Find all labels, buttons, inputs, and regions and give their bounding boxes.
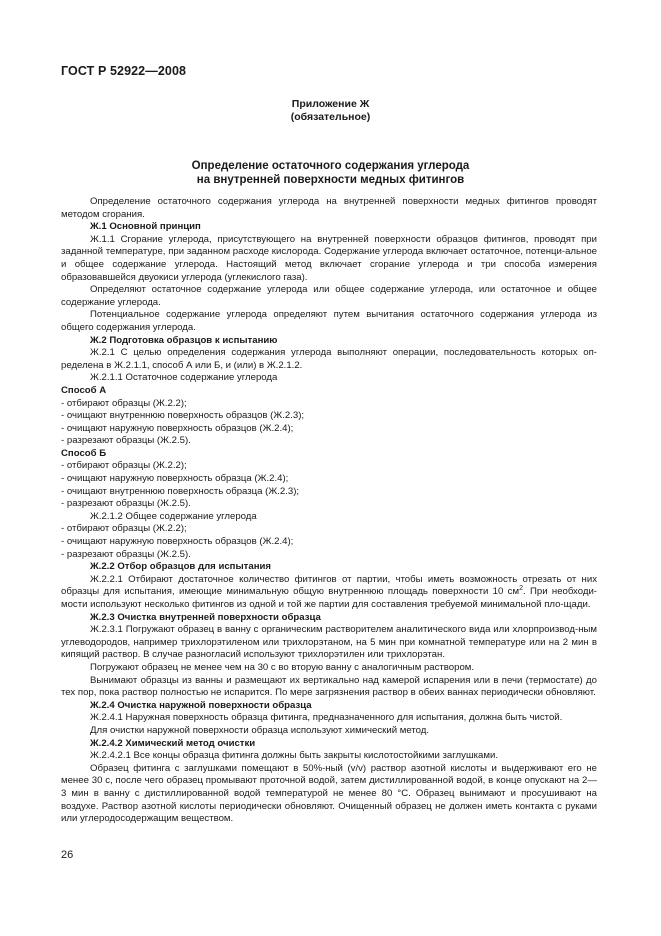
list-item: - отбирают образцы (Ж.2.2); <box>61 460 187 472</box>
paragraph-j2-1: Ж.2.1 С целью определения содержания углерода выполняют операции, последовательность которых оп-ределена в Ж.2.1.1, способ А или Б, и (или) в Ж.2.1.2. <box>61 347 597 371</box>
paragraph-remove: Вынимают образцы из ванны и размещают их вертикально над камерой испарения или в печи (термостате) до тех пор, пока раствор полностью не испарится. По мере загрязнения раствор в обеих ваннах периодически обновляют. <box>61 674 597 699</box>
title-line-1: Определение остаточного содержания углерода <box>191 160 470 172</box>
paragraph-j2-2-1-text: Ж.2.2.1 Отбирают достаточное количество фитингов от партии, чтобы иметь возможность отрезать от них образцы для испытания, имеющие минимальную общую внутреннюю площадь поверхности 10 см <box>61 573 597 598</box>
section-heading-j2-2: Ж.2.2 Отбор образцов для испытания <box>90 561 271 573</box>
paragraph-last: Образец фитинга с заглушками помещают в 50%-ный (v/v) раствор азотной кислоты и выдерживают его не менее 30 с, после чего образец промывают проточной водой, затем дистиллированной водой, в конце опускают на 2—3 мин в ванну с дистиллированной водой температурой не менее 80 °С. Образец вынимают и просушивают на воздухе. Раствор азотной кислоты периодически обновляют. Очищенный образец не должен иметь контакта с руками или углеродосодержащим веществом. <box>61 762 597 825</box>
list-item: - очищают наружную поверхность образцов (Ж.2.4); <box>61 536 294 548</box>
section-heading-j2-4: Ж.2.4 Очистка наружной поверхности образца <box>90 699 312 711</box>
document-body <box>61 196 597 826</box>
paragraph-j2-4-1: Ж.2.4.1 Наружная поверхность образца фитинга, предназначенного для испытания, должна быть чистой. <box>90 712 563 724</box>
list-item: - отбирают образцы (Ж.2.2); <box>61 397 187 409</box>
paragraph-j2-4-2-1: Ж.2.4.2.1 Все концы образца фитинга должны быть закрыты кислотостойкими заглушками. <box>90 750 499 762</box>
document-code: ГОСТ Р 52922—2008 <box>61 64 187 78</box>
paragraph-immerse: Погружают образец не менее чем на 30 с во вторую ванну с аналогичным раствором. <box>90 661 475 673</box>
list-item: - очищают наружную поверхность образцов (Ж.2.4); <box>61 422 294 434</box>
list-item: - очищают наружную поверхность образца (Ж.2.4); <box>61 473 289 485</box>
list-item: - разрезают образцы (Ж.2.5). <box>61 498 191 510</box>
superscript-unit-power: 2 <box>519 585 523 593</box>
paragraph-j2-2-1 <box>61 574 597 612</box>
list-item: - разрезают образцы (Ж.2.5). <box>61 435 191 447</box>
list-item: - отбирают образцы (Ж.2.2); <box>61 523 187 535</box>
appendix-title <box>0 159 661 187</box>
paragraph-determine: Определяют остаточное содержание углерода или общее содержание углерода, или остаточное и общее содержание углерода. <box>61 284 597 308</box>
list-item: - очищают внутреннюю поверхность образцов (Ж.2.3); <box>61 410 305 422</box>
section-heading-j2-3: Ж.2.3 Очистка внутренней поверхности образца <box>90 611 321 623</box>
title-line-2: на внутренней поверхности медных фитингов <box>196 174 465 186</box>
section-heading-j1: Ж.1 Основной принцип <box>90 221 201 233</box>
paragraph-j1-1: Ж.1.1 Сгорание углерода, присутствующего на внутренней поверхности образцов фитингов, проводят при заданной температуре, при заданном расходе кислорода. Содержание углерода включает остаточное, потенци-альное и общее содержание углерода. Настоящий метод включает сгорание углерода и три способа измерения образовавшейся двуокиси углерода (углекислого газа). <box>61 233 597 283</box>
intro-paragraph: Определение остаточного содержания углерода на внутренней поверхности медных фитингов проводят методом сгорания. <box>61 196 597 220</box>
paragraph-j2-1-1: Ж.2.1.1 Остаточное содержание углерода <box>90 372 278 384</box>
paragraph-j2-1-2: Ж.2.1.2 Общее содержание углерода <box>90 510 257 522</box>
page-number: 26 <box>61 849 74 861</box>
method-a-heading: Способ А <box>61 384 107 396</box>
method-b-heading: Способ Б <box>61 447 107 459</box>
appendix-label: Приложение Ж <box>291 98 370 110</box>
paragraph-chemical: Для очистки наружной поверхности образца используют химический метод. <box>90 724 430 736</box>
list-item: - разрезают образцы (Ж.2.5). <box>61 548 191 560</box>
section-heading-j2-4-2: Ж.2.4.2 Химический метод очистки <box>90 737 256 749</box>
section-heading-j2: Ж.2 Подготовка образцов к испытанию <box>90 334 278 346</box>
paragraph-j2-2-1-text-cont: . При необходи-мости используют несколько фитингов из одной и той же партии для составления требуемой минимальной пло-щади. <box>61 586 598 610</box>
paragraph-j2-3-1: Ж.2.3.1 Погружают образец в ванну с органическим растворителем аналитического вида или хлорпроизвод-ным углеводородов, например трихлорэтиленом или трихлорэтаном, на 5 мин при комнатной температуре или на 2 мин в кипящий раствор. В случае разногласий используют трихлорэтилен или трихлорэтан. <box>61 624 597 661</box>
paragraph-potential: Потенциальное содержание углерода определяют путем вычитания остаточного содержания углерода из общего содержания углерода. <box>61 309 597 333</box>
appendix-heading <box>0 98 661 124</box>
list-item: - очищают внутреннюю поверхность образца (Ж.2.3); <box>61 485 300 497</box>
appendix-status: (обязательное) <box>290 111 371 123</box>
